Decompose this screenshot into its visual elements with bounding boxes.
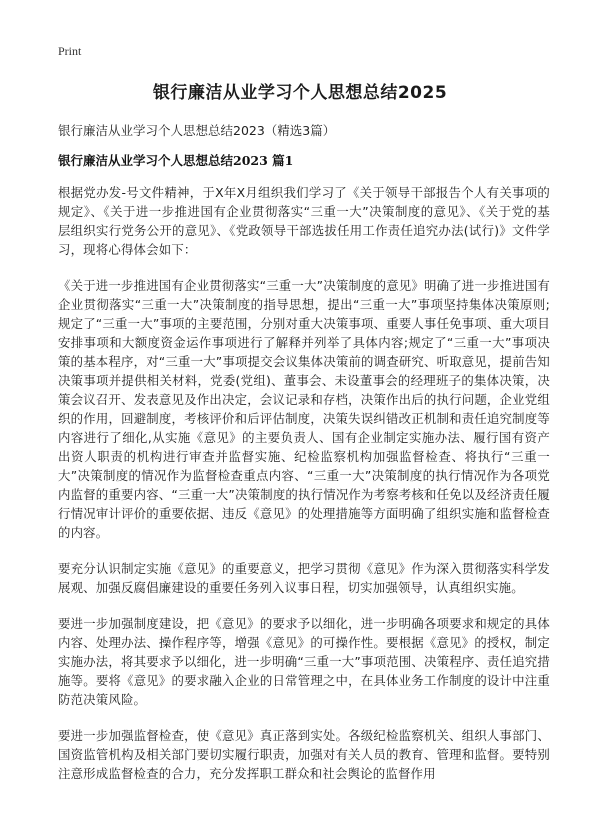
document-subtitle: 银行廉洁从业学习个人思想总结2023（精选3篇） [58,123,336,138]
document-body [58,183,550,800]
document-title: 银行廉洁从业学习个人思想总结2025 [152,83,448,103]
paragraph-4: 要进一步加强制度建设，把《意见》的要求予以细化，进一步明确各项要求和规定的具体内容、处理办法、操作程序等，增强《意见》的可操作性。要根据《意见》的授权，制定实施办法，将其要求予以细化，进一步明确“三重一大”事项范围、决策程序、责任追究措施等。要将《意见》的要求融入企业的日常管理之中，在具体业务工作制度的设计中注重防范决策风险。 [58,616,550,707]
section-heading: 银行廉洁从业学习个人思想总结2023 篇1 [58,153,294,168]
paragraph-3: 要充分认识制定实施《意见》的重要意义，把学习贯彻《意见》作为深入贯彻落实科学发展观、加强反腐倡廉建设的重要任务列入议事日程，切实加强领导，认真组织实施。 [58,561,550,595]
paragraph-5: 要进一步加强监督检查，使《意见》真正落到实处。各级纪检监察机关、组织人事部门、国资监管机构及相关部门要切实履行职责，加强对有关人员的教育、管理和监督。要特别注意形成监督检查的合力，充分发挥职工群众和社会舆论的监督作用 [58,728,550,781]
print-link[interactable]: Print [58,44,82,58]
paragraph-1: 根据党办发-号文件精神，于X年X月组织我们学习了《关于领导干部报告个人有关事项的规定》、《关于进一步推进国有企业贯彻落实“三重一大”决策制度的意见》、《关于党的基层组织实行党务公开的意见》、《党政领导干部选拔任用工作责任追究办法(试行)》文件学习，现将心得体会如下： [58,185,550,257]
paragraph-2: 《关于进一步推进国有企业贯彻落实“三重一大”决策制度的意见》明确了进一步推进国有企业贯彻落实“三重一大”决策制度的指导思想，提出“三重一大”事项坚持集体决策原则;规定了“三重一大”事项的主要范围，分别对重大决策事项、重要人事任免事项、重大项目安排事项和大额度资金运作事项进行了解释并列举了具体内容;规定了“三重一大”事项决策的基本程序，对“三重一大”事项提交会议集体决策前的调查研究、听取意见，提前告知决策事项并提供相关材料，党委(党组)、董事会、未设董事会的经理班子的集体决策，决策会议召开、发表意见及作出决定，会议记录和存档，决策作出后的执行问题，企业党组织的作用，回避制度，考核评价和后评估制度，决策失误纠错改正机制和责任追究制度等内容进行了细化,从实施《意见》的主要负责人、国有企业制定实施办法、履行国有资产出资人职责的机构进行审查并监督实施、纪检监察机构加强监督检查、将执行“三重一大”决策制度的情况作为监督检查重点内容、“三重一大”决策制度的执行情况作为各项党内监督的重要内容、“三重一大”决策制度的执行情况作为考察考核和任免以及经济责任履行情况审计评价的重要依据、违反《意见》的处理措施等方面明确了组织实施和监督检查的内容。 [58,278,550,540]
